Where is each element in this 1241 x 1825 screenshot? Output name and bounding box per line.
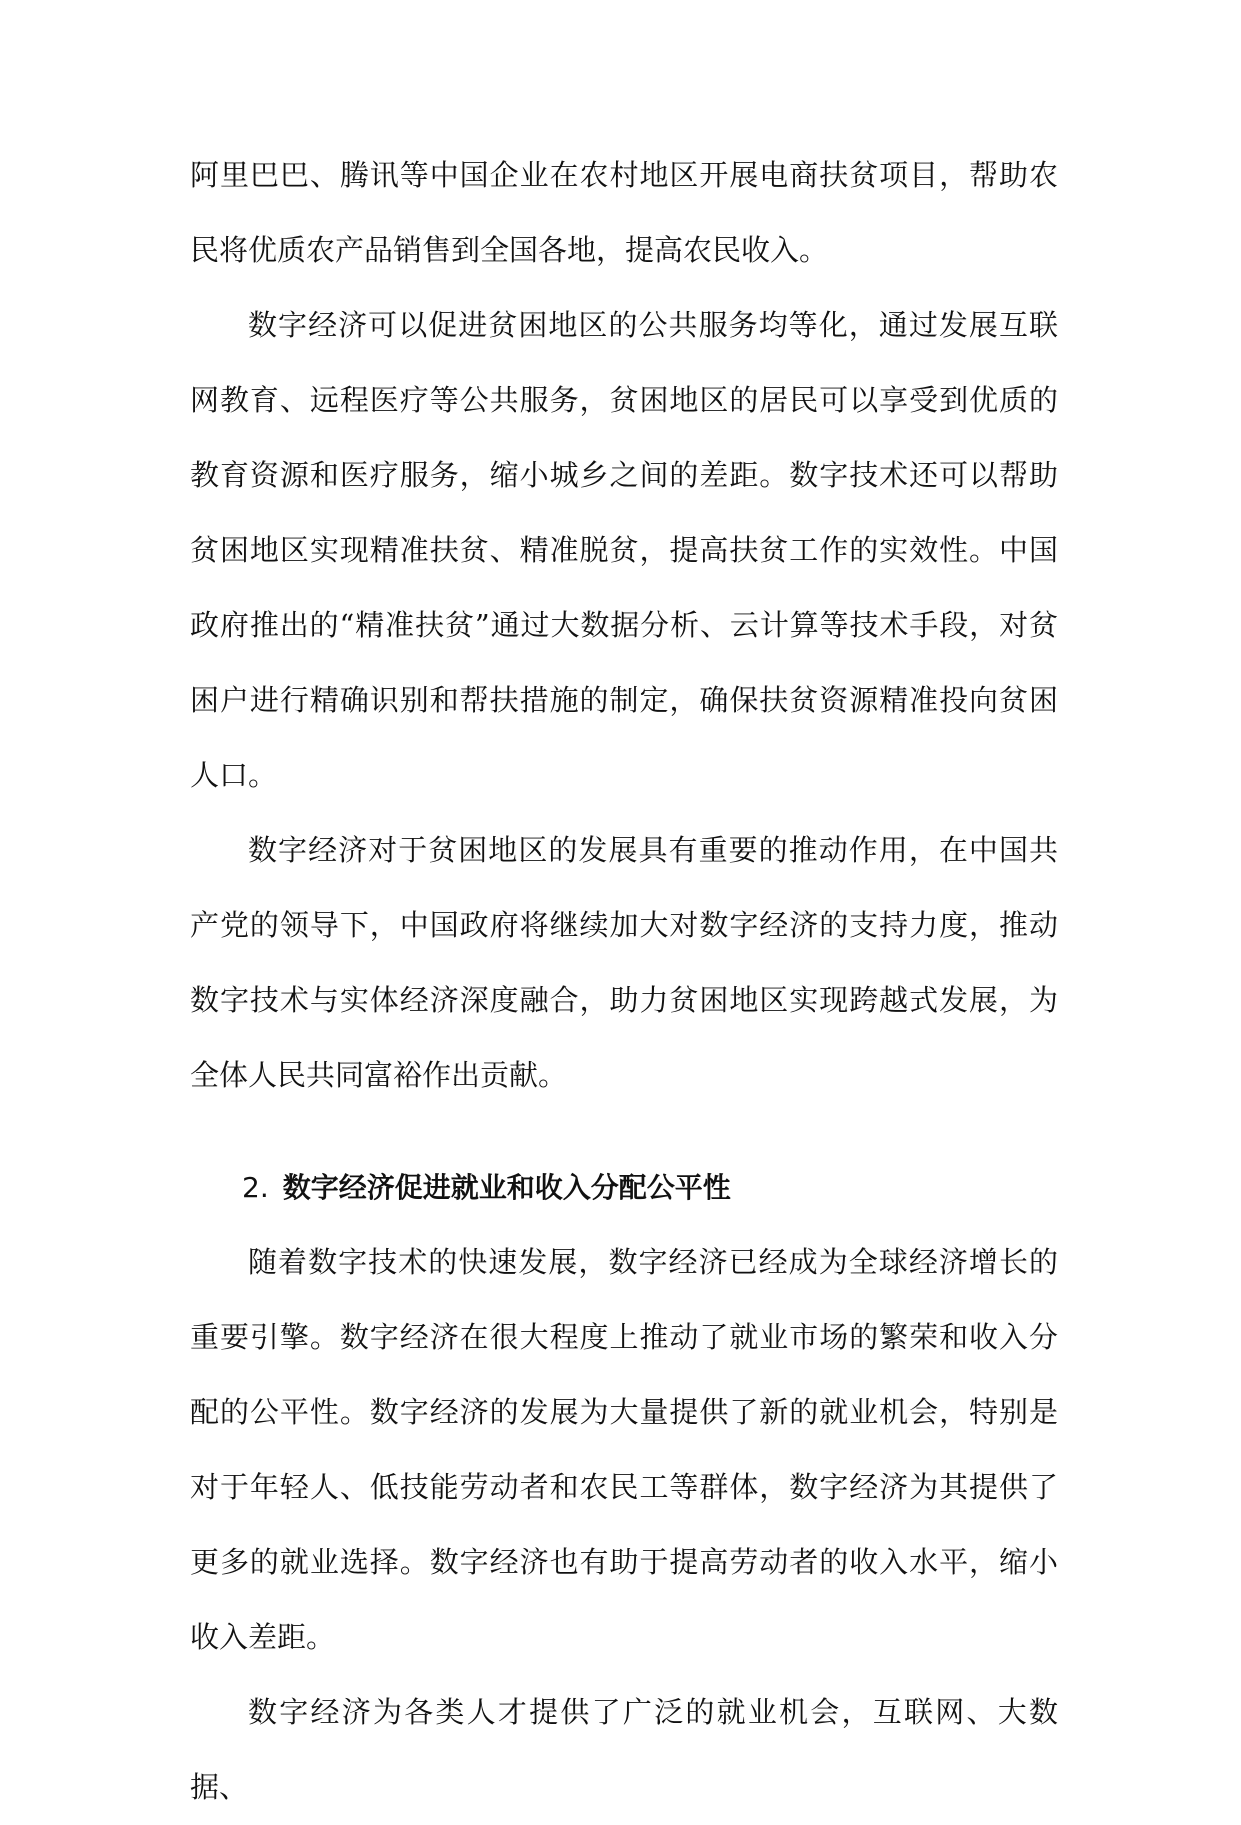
document-body [190, 138, 1058, 1825]
section-heading [190, 1150, 1058, 1225]
paragraph-2: 数字经济可以促进贫困地区的公共服务均等化，通过发展互联网教育、远程医疗等公共服务，贫困地区的居民可以享受到优质的教育资源和医疗服务，缩小城乡之间的差距。数字技术还可以帮助贫困地区实现精准扶贫、精准脱贫，提高扶贫工作的实效性。中国政府推出的“精准扶贫”通过大数据分析、云计算等技术手段，对贫困户进行精确识别和帮扶措施的制定，确保扶贫资源精准投向贫困人口。 [190, 308, 1058, 792]
paragraph-4: 随着数字技术的快速发展，数字经济已经成为全球经济增长的重要引擎。数字经济在很大程度上推动了就业市场的繁荣和收入分配的公平性。数字经济的发展为大量提供了新的就业机会，特别是对于年轻人、低技能劳动者和农民工等群体，数字经济为其提供了更多的就业选择。数字经济也有助于提高劳动者的收入水平，缩小收入差距。 [190, 1245, 1058, 1654]
paragraph-3: 数字经济对于贫困地区的发展具有重要的推动作用，在中国共产党的领导下，中国政府将继续加大对数字经济的支持力度，推动数字技术与实体经济深度融合，助力贫困地区实现跨越式发展，为全体人民共同富裕作出贡献。 [190, 833, 1058, 1092]
section-title: 数字经济促进就业和收入分配公平性 [282, 1171, 731, 1204]
section-number: 2. [242, 1171, 269, 1204]
paragraph-5: 数字经济为各类人才提供了广泛的就业机会，互联网、大数据、 [190, 1695, 1058, 1804]
paragraph-1: 阿里巴巴、腾讯等中国企业在农村地区开展电商扶贫项目，帮助农民将优质农产品销售到全国各地，提高农民收入。 [190, 158, 1058, 267]
